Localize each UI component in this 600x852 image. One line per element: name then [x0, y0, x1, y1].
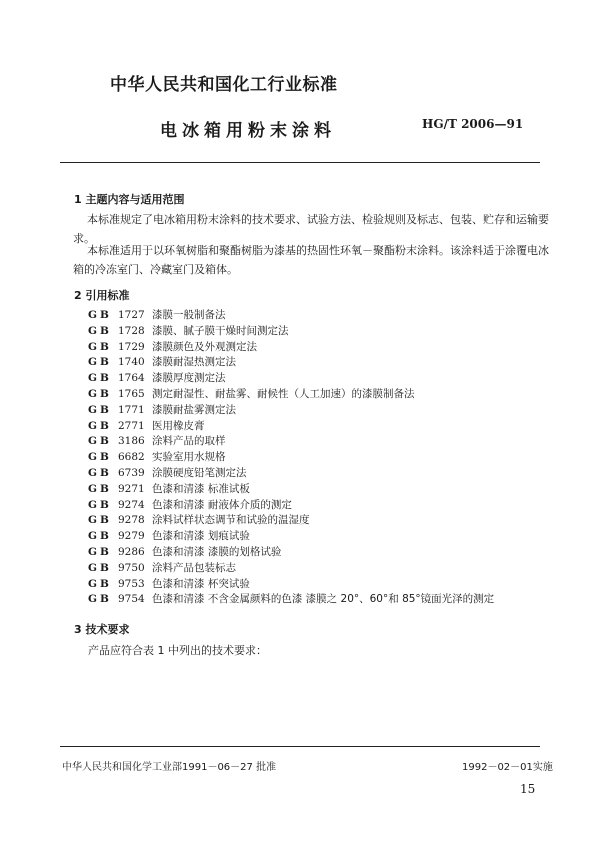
standard-prefix: GB	[88, 577, 112, 590]
standard-title: 测定耐湿性、耐盐雾、耐候性（人工加速）的漆膜制备法	[152, 387, 415, 400]
approval-date: 中华人民共和国化学工业部1991－06－27 批准	[62, 762, 277, 773]
referenced-standards-list	[88, 308, 494, 608]
standard-number: 9754	[118, 593, 145, 606]
industry-title: 中华人民共和国化工行业标准	[110, 75, 338, 95]
document-code: HG/T 2006—91	[422, 117, 524, 131]
standard-item	[88, 513, 494, 529]
standard-number: 6682	[118, 451, 145, 464]
standard-title: 涂料试样状态调节和试验的温湿度	[152, 514, 310, 527]
standard-item	[88, 482, 494, 498]
standard-number: 2771	[118, 419, 145, 432]
standard-number: 9286	[118, 545, 145, 558]
standard-number: 6739	[118, 466, 145, 479]
standard-item	[88, 498, 494, 514]
standard-prefix: GB	[88, 435, 112, 448]
section-3-paragraph-1: 产品应符合表 1 中列出的技术要求：	[88, 644, 267, 657]
standard-number: 9750	[118, 561, 145, 574]
standard-title: 实验室用水规格	[152, 451, 226, 464]
standard-title: 漆膜厚度测定法	[152, 372, 226, 385]
page-number: 15	[520, 782, 536, 796]
standard-title: 漆膜耐湿热测定法	[152, 356, 236, 369]
header-rule	[60, 162, 540, 163]
standard-prefix: GB	[88, 403, 112, 416]
standard-title: 涂膜硬度铅笔测定法	[152, 466, 247, 479]
standard-number: 3186	[118, 435, 145, 448]
standard-title: 色漆和清漆 杯突试验	[152, 577, 250, 590]
standard-prefix: GB	[88, 530, 112, 543]
standard-prefix: GB	[88, 593, 112, 606]
standard-number: 9278	[118, 514, 145, 527]
standard-prefix: GB	[88, 561, 112, 574]
standard-item	[88, 355, 494, 371]
standard-title: 漆膜、腻子膜干燥时间测定法	[152, 324, 289, 337]
section-2-heading: 2 引用标准	[74, 289, 130, 302]
standard-item	[88, 403, 494, 419]
standard-prefix: GB	[88, 482, 112, 495]
standard-item	[88, 340, 494, 356]
standard-item	[88, 561, 494, 577]
standard-title: 漆膜一般制备法	[152, 309, 226, 321]
standard-title: 漆膜耐盐雾测定法	[152, 403, 236, 416]
section-1-paragraph-2	[73, 241, 553, 279]
standard-prefix: GB	[88, 419, 112, 432]
standard-number: 9271	[118, 482, 145, 495]
standard-title: 色漆和清漆 划痕试验	[152, 530, 250, 543]
footer-rule	[60, 746, 540, 747]
standard-prefix: GB	[88, 387, 112, 400]
standard-item	[88, 371, 494, 387]
standard-item	[88, 324, 494, 340]
standard-number: 9753	[118, 577, 145, 590]
standard-title: 涂料产品包装标志	[152, 561, 236, 574]
standard-number: 1771	[118, 403, 145, 416]
standard-title: 色漆和清漆 标准试板	[152, 482, 250, 495]
document-title: 电冰箱用粉末涂料	[160, 121, 336, 141]
standard-item	[88, 466, 494, 482]
standard-title: 涂料产品的取样	[152, 435, 226, 448]
standard-item	[88, 387, 494, 403]
standard-prefix: GB	[88, 356, 112, 369]
section-1-paragraph-1-text: 本标准规定了电冰箱用粉末涂料的技术要求、试验方法、检验规则及标志、包装、贮存和运输要求。	[73, 213, 549, 245]
standard-item	[88, 592, 494, 608]
standard-number: 1729	[118, 340, 145, 353]
standard-title: 色漆和清漆 耐液体介质的测定	[152, 498, 292, 511]
standard-number: 1727	[118, 309, 145, 321]
section-1-paragraph-2-text: 本标准适用于以环氧树脂和聚酯树脂为漆基的热固性环氧－聚酯粉末涂料。该涂料适于涂覆电冰箱的冷冻室门、冷藏室门及箱体。	[73, 244, 549, 276]
standard-item	[88, 450, 494, 466]
standard-item	[88, 529, 494, 545]
section-1-heading: 1 主题内容与适用范围	[74, 193, 185, 206]
standard-title: 漆膜颜色及外观测定法	[152, 340, 257, 353]
standard-title: 色漆和清漆 不含金属颜料的色漆 漆膜之 20°、60°和 85°镜面光泽的测定	[152, 593, 495, 606]
standard-prefix: GB	[88, 309, 112, 321]
standard-number: 9279	[118, 530, 145, 543]
standard-item	[88, 308, 494, 324]
standard-item	[88, 577, 494, 593]
implementation-date: 1992－02－01实施	[462, 762, 553, 773]
standard-prefix: GB	[88, 545, 112, 558]
standard-number: 1740	[118, 356, 145, 369]
standard-item	[88, 545, 494, 561]
standard-number: 1764	[118, 372, 145, 385]
standard-prefix: GB	[88, 466, 112, 479]
standard-prefix: GB	[88, 451, 112, 464]
standard-title: 色漆和清漆 漆膜的划格试验	[152, 545, 282, 558]
standard-prefix: GB	[88, 340, 112, 353]
standard-prefix: GB	[88, 498, 112, 511]
standard-item	[88, 419, 494, 435]
standard-prefix: GB	[88, 324, 112, 337]
standard-number: 1765	[118, 387, 145, 400]
standard-prefix: GB	[88, 514, 112, 527]
standard-title: 医用橡皮膏	[152, 419, 205, 432]
standard-item	[88, 434, 494, 450]
standard-prefix: GB	[88, 372, 112, 385]
standard-number: 1728	[118, 324, 145, 337]
standard-number: 9274	[118, 498, 145, 511]
section-3-heading: 3 技术要求	[74, 623, 130, 636]
